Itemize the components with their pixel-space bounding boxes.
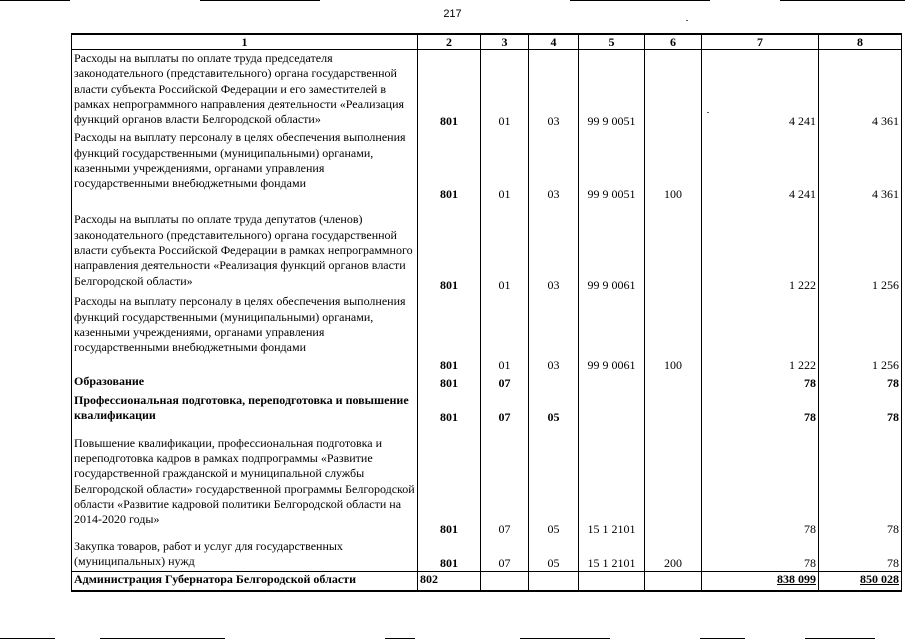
- row-description: Расходы на выплату персоналу в целях обеспечения выполнения функций государственными (муниципальными) органами, казенными учреждениями, органами управления государственными внебюджетными фондами: [72, 293, 418, 373]
- table-row: [72, 426, 902, 538]
- cell-target-item: 99 9 0051: [579, 50, 645, 130]
- cell-section: 01: [481, 202, 529, 293]
- total-section: [481, 572, 529, 591]
- cell-amount-2: 78: [819, 392, 902, 426]
- cell-section: 01: [481, 129, 529, 202]
- col-header: 8: [819, 34, 902, 50]
- cell-section: 01: [481, 50, 529, 130]
- cell-section: 07: [481, 392, 529, 426]
- cell-subsection: 03: [529, 50, 579, 130]
- cell-amount-1: 4 241: [702, 50, 819, 130]
- scan-bottom-edge: [385, 638, 415, 639]
- cell-subsection: 05: [529, 538, 579, 572]
- col-header: 2: [418, 34, 481, 50]
- total-row: [72, 572, 902, 591]
- cell-amount-1: 78: [702, 373, 819, 391]
- cell-expense-type: 200: [645, 538, 702, 572]
- cell-amount-1: 78: [702, 392, 819, 426]
- cell-amount-1: 78: [702, 538, 819, 572]
- cell-subsection: 03: [529, 202, 579, 293]
- row-description: Расходы на выплату персоналу в целях обеспечения выполнения функций государственными (муниципальными) органами, казенными учреждениями, органами управления государственными внебюджетными фондами: [72, 129, 418, 202]
- cell-target-item: 99 9 0051: [579, 129, 645, 202]
- scan-bottom-edge: [100, 638, 225, 639]
- cell-target-item: 15 1 2101: [579, 538, 645, 572]
- col-header: 3: [481, 34, 529, 50]
- cell-ministry: 801: [418, 392, 481, 426]
- cell-subsection: [529, 373, 579, 391]
- cell-amount-1: 4 241: [702, 129, 819, 202]
- header-row: [72, 34, 902, 50]
- cell-section: 01: [481, 293, 529, 373]
- cell-target-item: 15 1 2101: [579, 426, 645, 538]
- cell-target-item: [579, 392, 645, 426]
- cell-ministry: 801: [418, 50, 481, 130]
- budget-table: [71, 33, 902, 592]
- cell-target-item: 99 9 0061: [579, 202, 645, 293]
- table-row: [72, 293, 902, 373]
- cell-ministry: 801: [418, 293, 481, 373]
- total-amount-2: 850 028: [819, 572, 902, 591]
- cell-amount-1: 1 222: [702, 202, 819, 293]
- total-target-item: [579, 572, 645, 591]
- table-row: [72, 392, 902, 426]
- cell-amount-2: 4 361: [819, 129, 902, 202]
- cell-amount-2: 78: [819, 426, 902, 538]
- scan-top-edge: [570, 0, 710, 1]
- cell-target-item: 99 9 0061: [579, 293, 645, 373]
- cell-amount-2: 1 256: [819, 202, 902, 293]
- scan-bottom-edge: [805, 638, 875, 639]
- scan-bottom-edge: [0, 638, 55, 639]
- scan-bottom-edge: [700, 638, 745, 639]
- cell-amount-2: 78: [819, 373, 902, 391]
- cell-section: 07: [481, 538, 529, 572]
- col-header: 5: [579, 34, 645, 50]
- total-amount-1: 838 099: [702, 572, 819, 591]
- row-description: Профессиональная подготовка, переподготовка и повышение квалификации: [72, 392, 418, 426]
- cell-target-item: [579, 373, 645, 391]
- cell-expense-type: 100: [645, 293, 702, 373]
- page-number: 217: [443, 8, 462, 20]
- cell-section: 07: [481, 426, 529, 538]
- cell-subsection: 05: [529, 392, 579, 426]
- cell-expense-type: 100: [645, 129, 702, 202]
- col-header: 4: [529, 34, 579, 50]
- cell-amount-2: 4 361: [819, 50, 902, 130]
- total-description: Администрация Губернатора Белгородской области: [72, 572, 418, 591]
- cell-subsection: 03: [529, 129, 579, 202]
- col-header: 6: [645, 34, 702, 50]
- cell-amount-1: 1 222: [702, 293, 819, 373]
- cell-amount-1: 78: [702, 426, 819, 538]
- scan-top-edge: [780, 0, 905, 1]
- scan-speck: [707, 112, 709, 113]
- table-row: [72, 129, 902, 202]
- cell-expense-type: [645, 202, 702, 293]
- cell-section: 07: [481, 373, 529, 391]
- total-subsection: [529, 572, 579, 591]
- cell-amount-2: 1 256: [819, 293, 902, 373]
- table-row: [72, 373, 902, 391]
- row-description: Расходы на выплаты по оплате труда депутатов (членов) законодательного (представительного) органа государственной власти субъекта Российской Федерации в рамках непрограммного направления деятельности «Реализация функций органов власти Белгородской области»: [72, 202, 418, 293]
- cell-amount-2: 78: [819, 538, 902, 572]
- col-header: 1: [72, 34, 418, 50]
- scan-top-edge: [0, 0, 70, 1]
- total-expense-type: [645, 572, 702, 591]
- cell-subsection: 03: [529, 293, 579, 373]
- scan-speck: [686, 20, 688, 21]
- cell-ministry: 801: [418, 373, 481, 391]
- table-row: [72, 202, 902, 293]
- cell-expense-type: [645, 373, 702, 391]
- table-row: [72, 538, 902, 572]
- row-description: Расходы на выплаты по оплате труда председателя законодательного (представительного) органа государственной власти субъекта Российской Федерации и его заместителей в рамках непрограммного направления деятельности «Реализация функций органов власти Белгородской области»: [72, 50, 418, 130]
- table-row: [72, 50, 902, 130]
- cell-expense-type: [645, 426, 702, 538]
- cell-ministry: 801: [418, 202, 481, 293]
- cell-ministry: 801: [418, 538, 481, 572]
- cell-expense-type: [645, 392, 702, 426]
- total-ministry: 802: [418, 572, 481, 591]
- scan-bottom-edge: [520, 638, 610, 639]
- cell-ministry: 801: [418, 426, 481, 538]
- cell-subsection: 05: [529, 426, 579, 538]
- cell-ministry: 801: [418, 129, 481, 202]
- row-description: Закупка товаров, работ и услуг для государственных (муниципальных) нужд: [72, 538, 418, 572]
- row-description: Повышение квалификации, профессиональная подготовка и переподготовка кадров в рамках подпрограммы «Развитие государственной гражданской и муниципальной службы Белгородской области» государственной программы Белгородской области «Развитие кадровой политики Белгородской области на 2014-2020 годы»: [72, 426, 418, 538]
- col-header: 7: [702, 34, 819, 50]
- scan-top-edge: [200, 0, 320, 1]
- cell-expense-type: [645, 50, 702, 130]
- row-description: Образование: [72, 373, 418, 391]
